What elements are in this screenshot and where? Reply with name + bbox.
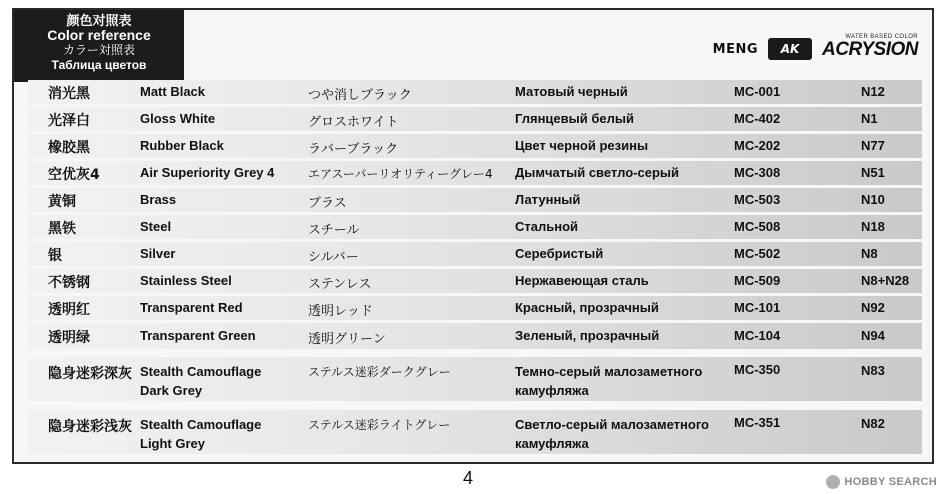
- cell-en: Stainless Steel: [140, 273, 232, 288]
- cell-n-code: N51: [861, 165, 885, 180]
- cell-jp: ステンレス: [308, 277, 372, 292]
- cell-n-code: N77: [861, 138, 885, 153]
- cell-cn: 空优灰4: [48, 167, 100, 183]
- cell-n-code: N94: [861, 328, 885, 343]
- cell-cn: 黑铁: [48, 221, 76, 237]
- cell-cn: 不锈钢: [48, 275, 90, 291]
- cell-en: Air Superiority Grey 4: [140, 165, 275, 180]
- cell-jp: グロスホワイト: [308, 115, 399, 130]
- cell-jp: 透明グリーン: [308, 332, 386, 347]
- cell-en: Silver: [140, 246, 176, 261]
- cell-n-code: N83: [861, 363, 885, 378]
- watermark-logo-icon: [826, 475, 840, 489]
- cell-mc-code: MC-402: [734, 111, 781, 126]
- cell-ru: Темно-серый малозаметного: [515, 364, 703, 379]
- acrysion-tagline: WATER BASED COLOR: [845, 34, 918, 40]
- cell-n-code: N1: [861, 111, 878, 126]
- table-row: [28, 80, 922, 104]
- cell-cn: 隐身迷彩深灰: [48, 366, 132, 382]
- cell-ru-line2: камуфляжа: [515, 383, 589, 398]
- cell-cn: 消光黑: [48, 86, 90, 102]
- cell-mc-code: MC-350: [734, 362, 781, 377]
- cell-n-code: N18: [861, 219, 885, 234]
- table-row: [28, 134, 922, 158]
- cell-en: Gloss White: [140, 111, 216, 126]
- cell-mc-code: MC-101: [734, 300, 781, 315]
- watermark: [826, 475, 937, 489]
- table-row: [28, 410, 922, 454]
- cell-ru: Зеленый, прозрачный: [515, 328, 660, 343]
- cell-mc-code: MC-351: [734, 415, 781, 430]
- cell-n-code: N12: [861, 84, 885, 99]
- cell-n-code: N8: [861, 246, 878, 261]
- cell-cn: 橡胶黑: [48, 140, 90, 156]
- table-row: [28, 357, 922, 401]
- acrysion-logo: [822, 34, 918, 60]
- table-row: [28, 296, 922, 320]
- cell-ru: Матовый черный: [515, 84, 628, 99]
- header-title-en: Color reference: [47, 27, 151, 43]
- header-title-cn: 颜色对照表: [66, 13, 132, 28]
- table-row: [28, 215, 922, 239]
- brand-logos: [713, 30, 918, 60]
- cell-mc-code: MC-508: [734, 219, 781, 234]
- cell-en-line2: Light Grey: [140, 436, 206, 451]
- acrysion-wordmark: ACRYSION: [822, 39, 918, 60]
- meng-logo: MENG: [712, 42, 759, 57]
- cell-cn: 透明绿: [48, 330, 90, 346]
- cell-ru: Цвет черной резины: [515, 138, 649, 153]
- cell-cn: 光泽白: [48, 113, 90, 129]
- cell-ru: Стальной: [515, 219, 579, 234]
- cell-en: Rubber Black: [140, 138, 224, 153]
- cell-n-code: N8+N28: [861, 273, 910, 288]
- cell-cn: 银: [48, 248, 62, 264]
- cell-n-code: N92: [861, 300, 885, 315]
- cell-ru: Глянцевый белый: [515, 111, 634, 126]
- table-row: [28, 242, 922, 266]
- cell-ru: Светло-серый малозаметного: [515, 417, 709, 432]
- cell-jp: つや消しブラック: [308, 88, 412, 103]
- cell-cn: 隐身迷彩浅灰: [48, 419, 132, 435]
- color-reference-table: [12, 8, 934, 464]
- cell-en: Stealth Camouflage: [140, 417, 262, 432]
- cell-jp: 透明レッド: [308, 304, 373, 319]
- cell-jp: エアスーパーリオリティーグレー4: [308, 167, 493, 181]
- table-row: [28, 161, 922, 185]
- header-title-ru: Таблица цветов: [51, 58, 147, 72]
- watermark-text: HOBBY SEARCH: [844, 476, 937, 488]
- cell-en: Brass: [140, 192, 177, 207]
- table-row: [28, 107, 922, 131]
- cell-ru: Красный, прозрачный: [515, 300, 659, 315]
- cell-ru: Серебристый: [515, 246, 604, 261]
- cell-mc-code: MC-509: [734, 273, 781, 288]
- cell-jp: ラバーブラック: [308, 142, 399, 157]
- page-number: 4: [463, 468, 474, 488]
- cell-cn: 透明红: [48, 302, 90, 318]
- table-row: [28, 269, 922, 293]
- cell-ru: Дымчатый светло-серый: [515, 165, 679, 180]
- cell-jp: ステルス迷彩ダークグレー: [308, 365, 451, 379]
- cell-cn: 黄铜: [48, 194, 76, 210]
- header-title-jp: カラー対照表: [62, 43, 135, 57]
- cell-n-code: N82: [861, 416, 885, 431]
- cell-mc-code: MC-503: [734, 192, 781, 207]
- cell-n-code: N10: [861, 192, 885, 207]
- cell-en-line2: Dark Grey: [140, 383, 203, 398]
- cell-en: Stealth Camouflage: [140, 364, 262, 379]
- cell-en: Transparent Red: [140, 300, 243, 315]
- cell-en: Transparent Green: [140, 328, 256, 343]
- ak-logo: AK: [768, 38, 812, 60]
- table-header-box: [14, 10, 184, 82]
- cell-mc-code: MC-202: [734, 138, 781, 153]
- cell-en: Steel: [140, 219, 172, 234]
- cell-jp: スチール: [308, 223, 360, 238]
- cell-jp: ブラス: [308, 196, 347, 211]
- cell-jp: シルバー: [308, 250, 359, 265]
- cell-ru: Латунный: [515, 192, 581, 207]
- cell-ru: Нержавеющая сталь: [515, 273, 649, 288]
- cell-jp: ステルス迷彩ライトグレー: [308, 418, 451, 432]
- cell-mc-code: MC-104: [734, 328, 781, 343]
- cell-mc-code: MC-502: [734, 246, 781, 261]
- cell-ru-line2: камуфляжа: [515, 436, 589, 451]
- cell-en: Matt Black: [140, 84, 206, 99]
- cell-mc-code: MC-308: [734, 165, 781, 180]
- table-row: [28, 188, 922, 212]
- table-row: [28, 323, 922, 349]
- cell-mc-code: MC-001: [734, 84, 781, 99]
